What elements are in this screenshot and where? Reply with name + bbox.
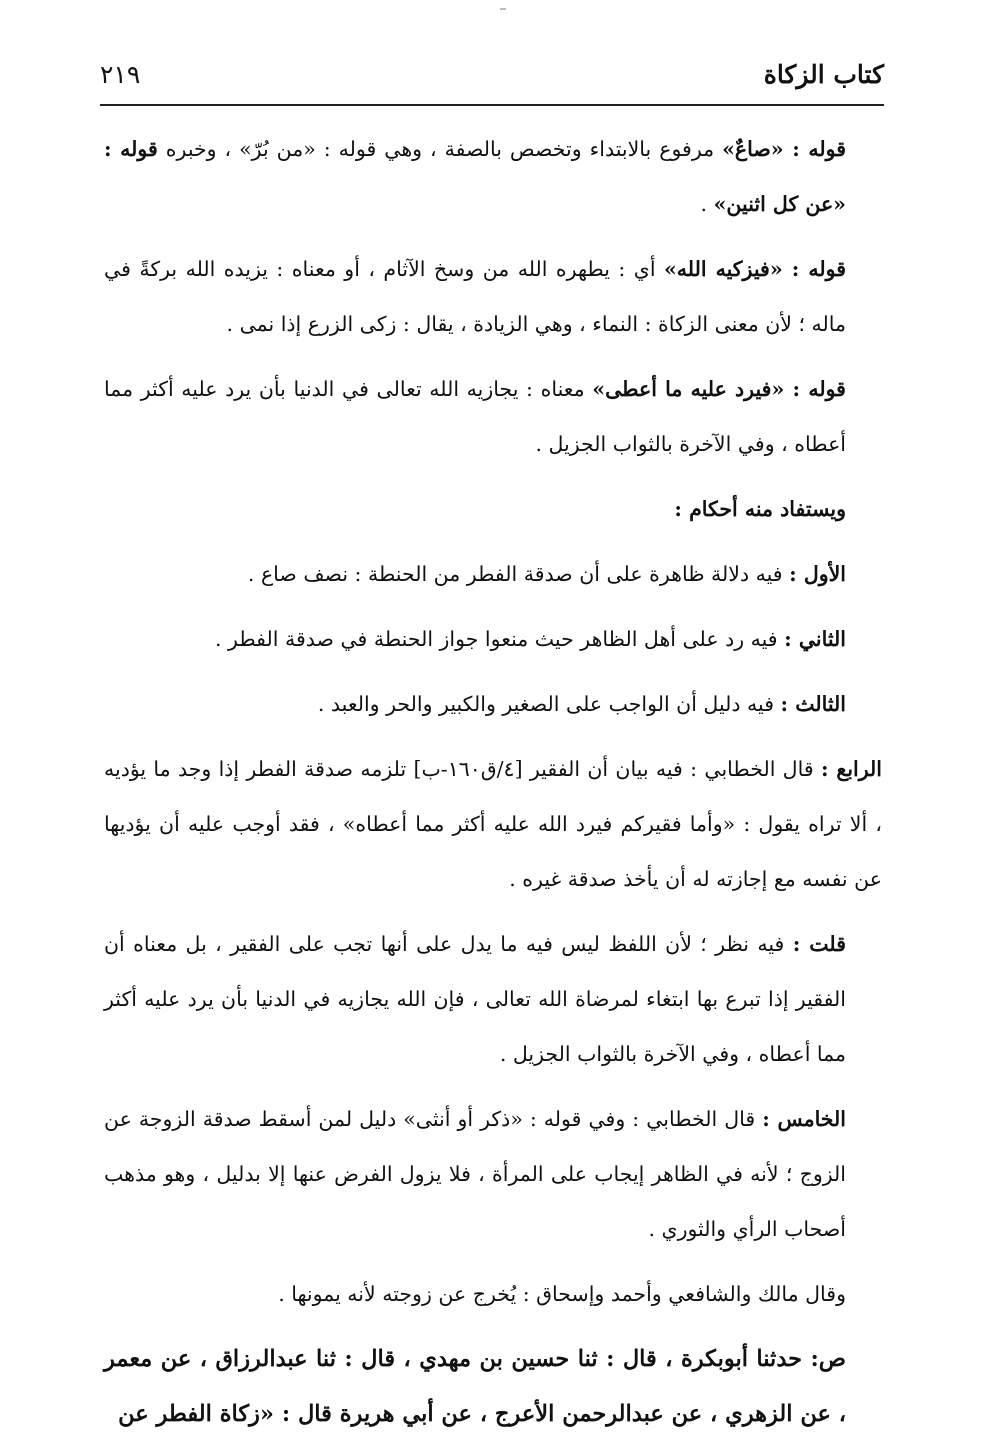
paragraph-lead: الأول : (789, 562, 846, 586)
paragraph-third (104, 677, 882, 732)
paragraph-text: قال الخطابي : وفي قوله : «ذكر أو أنثى» دليل لمن أسقط صدقة الزوجة عن الزوج ؛ لأنه في الظاهر إيجاب على المرأة ، فلا يزول الفرض عنها إلا بدليل ، وهو مذهب أصحاب الرأي والثوري . (104, 1107, 846, 1241)
paragraph-text: مرفوع بالابتداء وتخصص بالصفة ، وهي قوله : «من بُرّ» ، وخبره (157, 137, 723, 161)
paragraph-yuzakkihi (104, 242, 882, 352)
paragraph-lead: قلت : (792, 932, 846, 956)
paragraph-text: فيه رد على أهل الظاهر حيث منعوا جواز الحنطة في صدقة الفطر . (214, 627, 785, 651)
page-body (104, 122, 882, 1452)
paragraph-second (104, 612, 882, 667)
paragraph-text: فيه دليل أن الواجب على الصغير والكبير والحر والعبد . (317, 692, 781, 716)
paragraph-text: وقال مالك والشافعي وأحمد وإسحاق : يُخرج عن زوجته لأنه يمونها . (278, 1282, 846, 1306)
paragraph-tail: . (700, 192, 714, 216)
hadith-chain: ص: حدثنا أبوبكرة ، قال : ثنا حسين بن مهدي ، قال : ثنا عبدالرزاق ، عن معمر ، عن الزهري ، عن عبدالرحمن الأعرج ، عن أبي هريرة قال : «زكاة الفطر عن (104, 1346, 846, 1427)
paragraph-saa (104, 122, 882, 232)
paragraph-malik (104, 1267, 882, 1322)
paragraph-lead: الخامس : (762, 1107, 846, 1131)
paragraph-lead: الثاني : (784, 627, 846, 651)
paragraph-ahkam-heading (104, 482, 882, 537)
paragraph-lead-2: قوله : «عن كل اثنين» (104, 137, 846, 216)
paragraph-text: قال الخطابي : فيه بيان أن الفقير [٤/ق١٦٠-ب] تلزمه صدقة الفطر إذا وجد ما يؤديه ، ألا تراه يقول : «وأما فقيركم فيرد الله عليه أكثر مما أعطاه» ، فقد أوجب عليه أن يؤديها عن نفسه مع إجازته له أن يأخذ صدقة غيره . (104, 757, 882, 891)
paragraph-lead: قوله : «صاعٌ» (722, 137, 846, 161)
page-header (100, 58, 884, 98)
paragraph-fourth (104, 742, 882, 907)
page-number: ٢١٩ (100, 60, 141, 89)
paragraph-yarudd (104, 362, 882, 472)
scan-speck (500, 8, 506, 10)
paragraph-lead: الثالث : (780, 692, 846, 716)
paragraph-lead: قوله : «فيزكيه الله» (663, 257, 846, 281)
paragraph-text: فيه نظر ؛ لأن اللفظ ليس فيه ما يدل على أنها تجب على الفقير ، بل معناه أن الفقير إذا تبرع بها ابتغاء لمرضاة الله تعالى ، فإن الله يجازيه في الدنيا بأن يرد عليه أكثر مما أعطاه ، وفي الآخرة بالثواب الجزيل . (104, 932, 846, 1066)
paragraph-lead: الرابع : (820, 757, 882, 781)
section-heading: ويستفاد منه أحكام : (674, 497, 846, 521)
header-rule (100, 104, 884, 106)
paragraph-lead: قوله : «فيرد عليه ما أعطى» (592, 377, 846, 401)
paragraph-text: أي : يطهره الله من وسخ الآثام ، أو معناه : يزيده الله بركةً في ماله ؛ لأن معنى الزكاة : النماء ، وهي الزيادة ، يقال : زكى الزرع إذا نمى . (104, 257, 846, 336)
paragraph-qultu (104, 917, 882, 1082)
paragraph-text: معناه : يجازيه الله تعالى في الدنيا بأن يرد عليه أكثر مما أعطاه ، وفي الآخرة بالثواب الجزيل . (104, 377, 846, 456)
paragraph-text: فيه دلالة ظاهرة على أن صدقة الفطر من الحنطة : نصف صاع . (247, 562, 790, 586)
running-title: كتاب الزكاة (763, 60, 884, 89)
paragraph-fifth (104, 1092, 882, 1257)
paragraph-first (104, 547, 882, 602)
